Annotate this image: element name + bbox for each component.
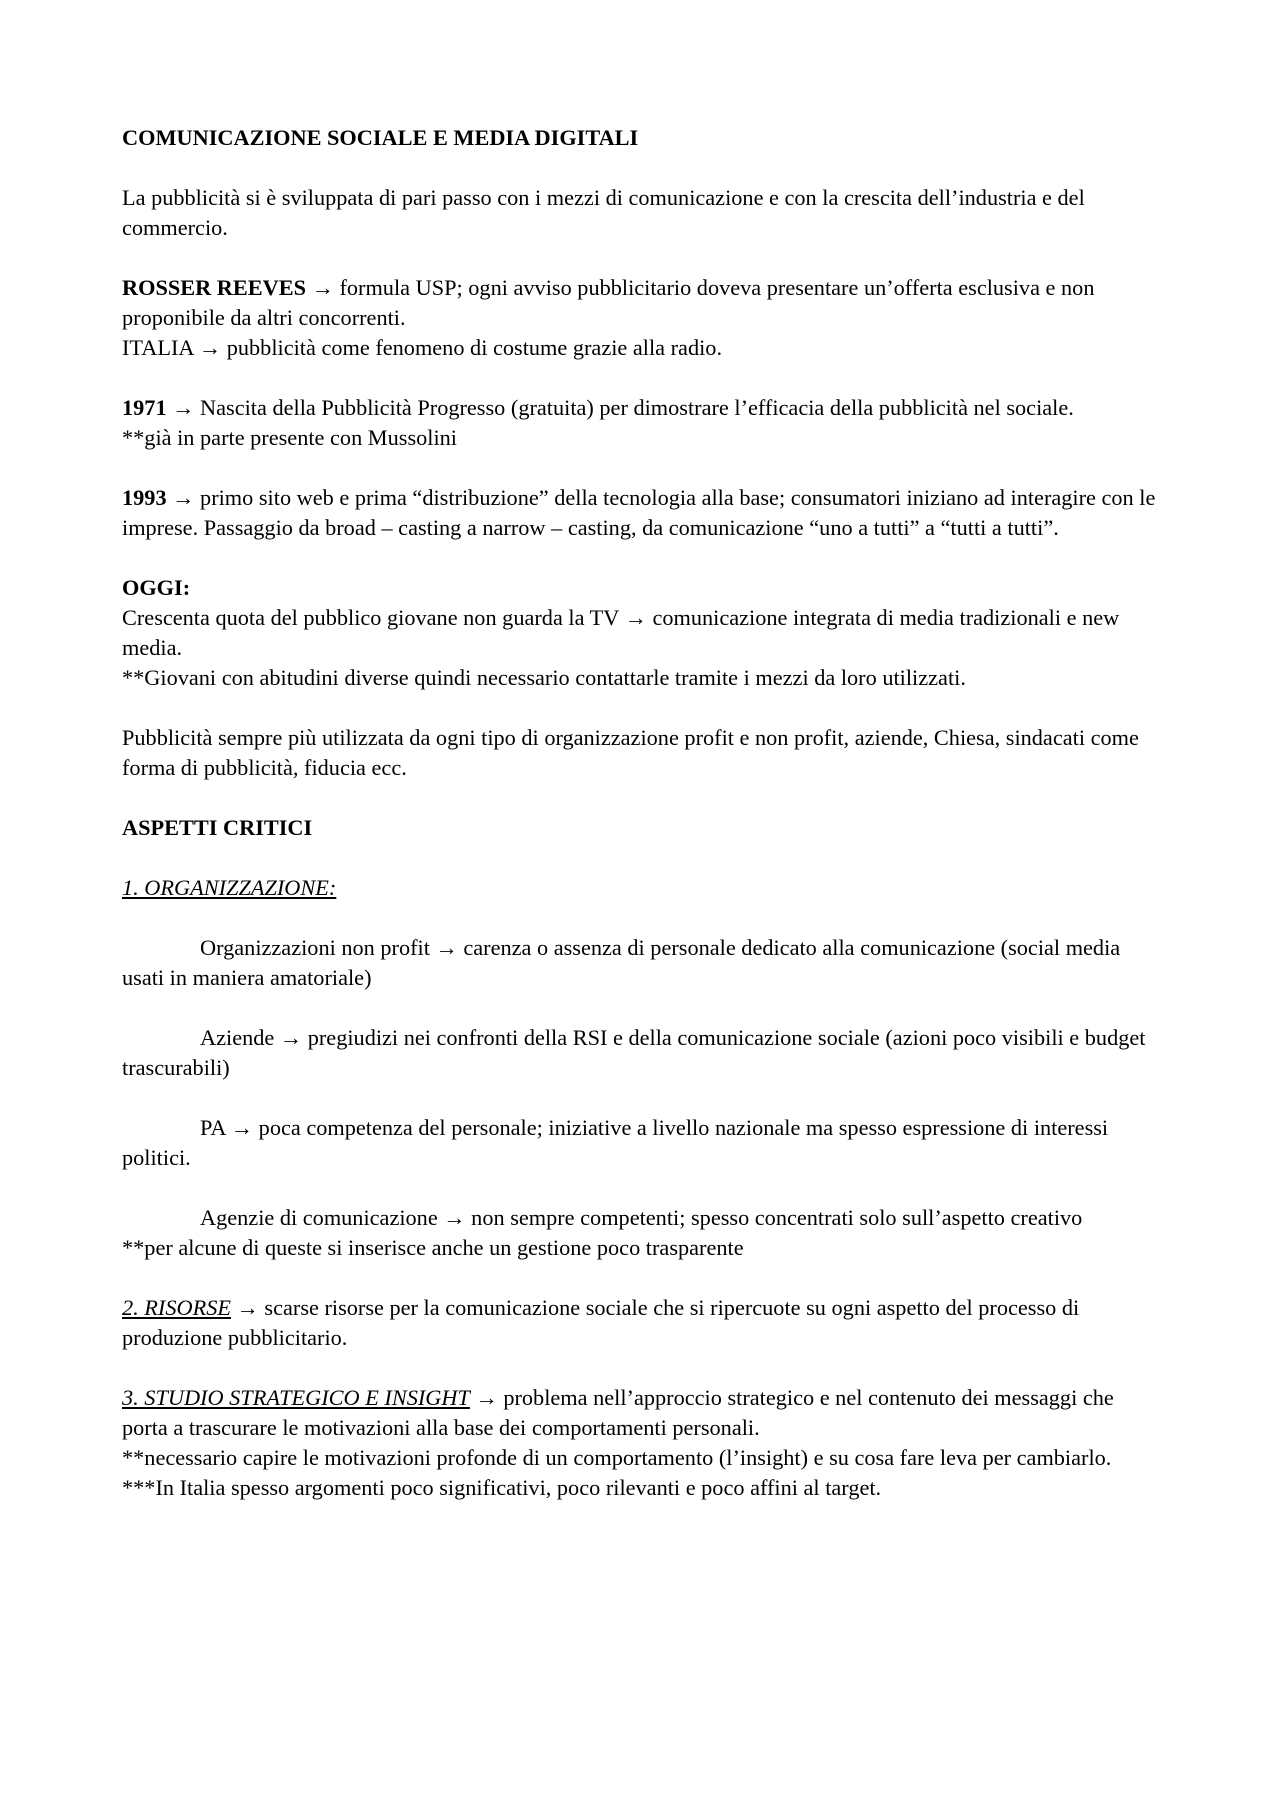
org-item-aziende: Aziende → pregiudizi nei confronti della RSI e della comunicazione sociale (azioni poco visibili e budget trascurabili): [122, 1025, 1146, 1080]
studio-block: [122, 1383, 1162, 1503]
org-item-nonprofit: Organizzazioni non profit → carenza o assenza di personale dedicato alla comunicazione (social media usati in maniera amatoriale): [122, 935, 1121, 990]
y1971-note: **già in parte presente con Mussolini: [122, 425, 457, 450]
organizzazione-heading: 1. ORGANIZZAZIONE:: [122, 875, 337, 900]
reeves-paragraph: [122, 273, 1162, 333]
org-note: **per alcune di queste si inserisce anche un gestione poco trasparente: [122, 1235, 744, 1260]
y1993-text: → primo sito web e prima “distribuzione” della tecnologia alla base; consumatori iniziano ad interagire con le imprese. Passaggio da broad – casting a narrow – casting, da comunicazione “uno a tutti” a “tutti a tutti”.: [122, 485, 1156, 540]
intro-paragraph: La pubblicità si è sviluppata di pari passo con i mezzi di comunicazione e con la crescita dell’industria e del commercio.: [122, 185, 1085, 240]
reeves-text: → formula USP; ogni avviso pubblicitario doveva presentare un’offerta esclusiva e non proponibile da altri concorrenti.: [122, 275, 1095, 330]
studio-note-2: ***In Italia spesso argomenti poco significativi, poco rilevanti e poco affini al target.: [122, 1475, 882, 1500]
risorse-text: → scarse risorse per la comunicazione sociale che si ripercuote su ogni aspetto del processo di produzione pubblicitario.: [122, 1295, 1080, 1350]
y1971-paragraph: [122, 393, 1162, 423]
reeves-keyword: ROSSER REEVES: [122, 275, 307, 300]
studio-note-1: **necessario capire le motivazioni profonde di un comportamento (l’insight) e su cosa fare leva per cambiarlo.: [122, 1445, 1112, 1470]
org-agenzie-block: [122, 1203, 1162, 1263]
oggi-block: [122, 573, 1162, 693]
risorse-paragraph: [122, 1293, 1162, 1353]
reeves-block: [122, 273, 1162, 363]
aspetti-critici-heading: ASPETTI CRITICI: [122, 815, 313, 840]
y1971-block: [122, 393, 1162, 453]
document-title: COMUNICAZIONE SOCIALE E MEDIA DIGITALI: [122, 125, 639, 150]
pubblicita-paragraph: Pubblicità sempre più utilizzata da ogni tipo di organizzazione profit e non profit, aziende, Chiesa, sindacati come forma di pubblicità, fiducia ecc.: [122, 725, 1139, 780]
risorse-heading: 2. RISORSE: [122, 1295, 231, 1320]
studio-paragraph: [122, 1383, 1162, 1443]
italia-paragraph: ITALIA → pubblicità come fenomeno di costume grazie alla radio.: [122, 335, 723, 360]
oggi-heading: OGGI:: [122, 575, 191, 600]
studio-text: → problema nell’approccio strategico e nel contenuto dei messaggi che porta a trascurare le motivazioni alla base dei comportamenti personali.: [122, 1385, 1114, 1440]
document-body: [122, 123, 1162, 1503]
y1993-paragraph: [122, 483, 1162, 543]
studio-heading: 3. STUDIO STRATEGICO E INSIGHT: [122, 1385, 470, 1410]
y1971-text: → Nascita della Pubblicità Progresso (gratuita) per dimostrare l’efficacia della pubblicità nel sociale.: [166, 395, 1074, 420]
y1993-keyword: 1993: [122, 485, 167, 510]
org-item-agenzie: Agenzie di comunicazione → non sempre competenti; spesso concentrati solo sull’aspetto creativo: [200, 1205, 1083, 1230]
oggi-line-2: **Giovani con abitudini diverse quindi necessario contattarle tramite i mezzi da loro utilizzati.: [122, 665, 966, 690]
y1971-keyword: 1971: [122, 395, 167, 420]
oggi-line-1: Crescenta quota del pubblico giovane non guarda la TV → comunicazione integrata di media tradizionali e new media.: [122, 605, 1120, 660]
org-item-pa: PA → poca competenza del personale; iniziative a livello nazionale ma spesso espressione di interessi politici.: [122, 1115, 1109, 1170]
